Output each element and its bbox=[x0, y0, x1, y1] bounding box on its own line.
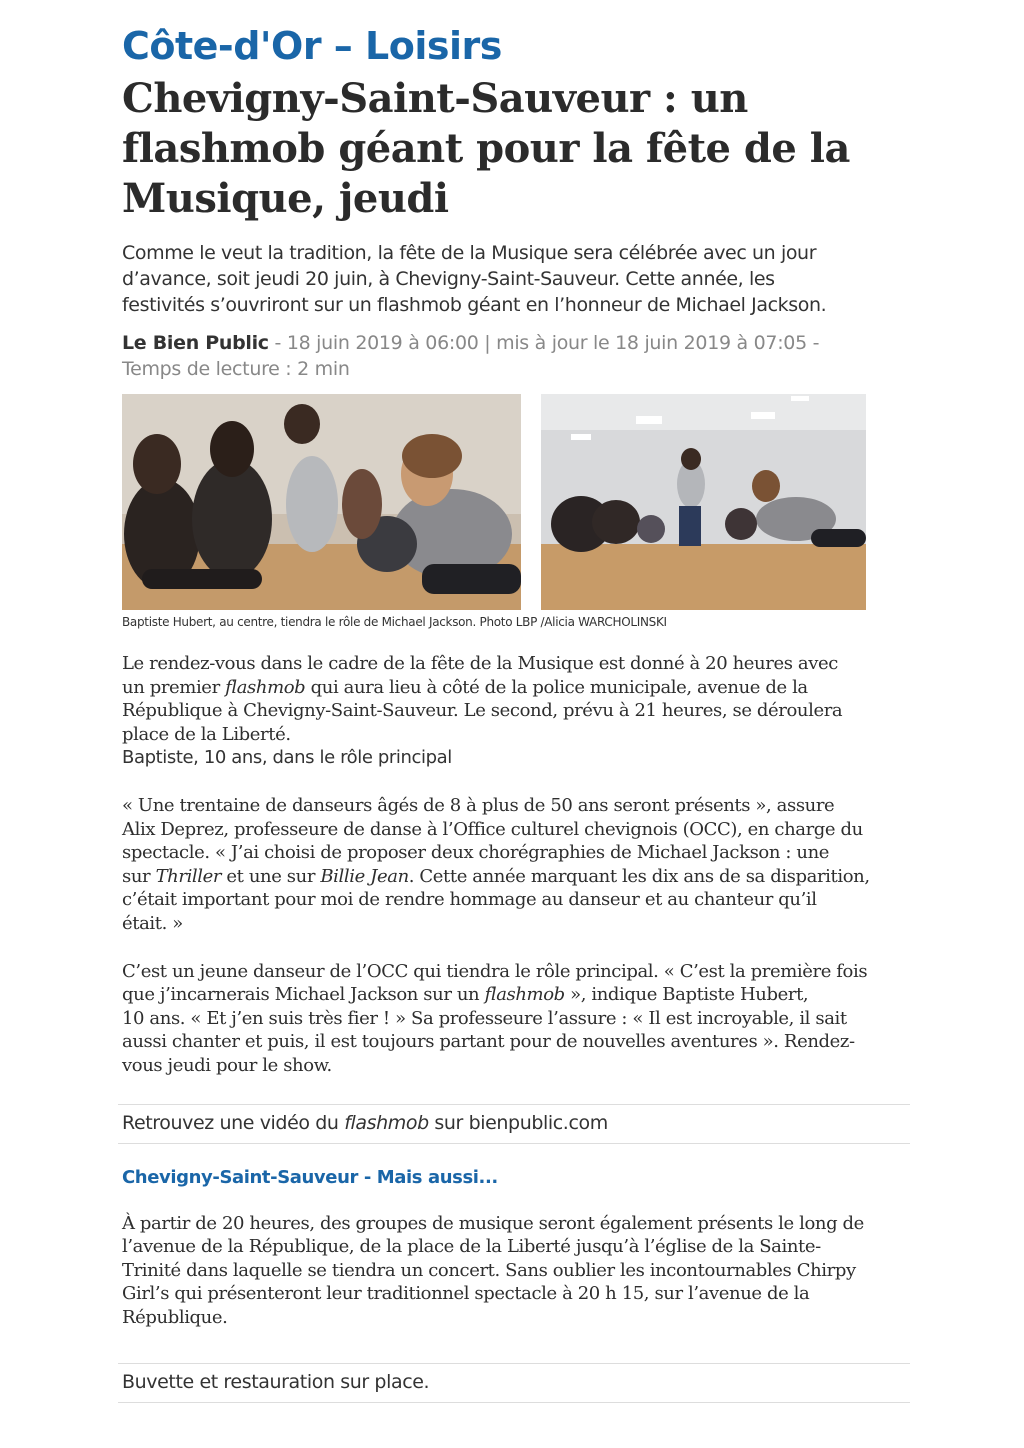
photo-gallery bbox=[122, 394, 906, 612]
text-line: Girl’s qui présenteront leur traditionnel spectacle à 20 h 15, sur l’avenue de la bbox=[122, 1283, 810, 1305]
text-line: C’est un jeune danseur de l’OCC qui tiendra le rôle principal. « C’est la première fois bbox=[122, 960, 868, 982]
text-run: sur bbox=[122, 865, 156, 887]
video-link-box[interactable] bbox=[122, 1105, 906, 1143]
dance-photo-wide[interactable] bbox=[541, 394, 866, 610]
text-run: qui aura lieu à côté de la police municipale, avenue de la bbox=[305, 676, 808, 698]
text-line: spectacle. « J’ai choisi de proposer deux chorégraphies de Michael Jackson : une bbox=[122, 842, 830, 864]
paragraph-quote bbox=[122, 794, 906, 936]
text-line bbox=[122, 676, 906, 700]
section-title[interactable]: Côte-d'Or – Loisirs bbox=[122, 24, 502, 68]
article-meta bbox=[122, 330, 906, 382]
article-subheading: Baptiste, 10 ans, dans le rôle principal bbox=[122, 747, 452, 769]
text-line: était. » bbox=[122, 912, 183, 934]
dance-photo-closeup[interactable] bbox=[122, 394, 521, 610]
publication-dates: - 18 juin 2019 à 06:00 | mis à jour le 18 juin 2019 à 07:05 - bbox=[268, 332, 820, 354]
text-line bbox=[122, 983, 906, 1007]
refreshments-note: Buvette et restauration sur place. bbox=[122, 1371, 430, 1394]
headline-line: Chevigny-Saint-Sauveur : un bbox=[122, 75, 748, 122]
text-line: À partir de 20 heures, des groupes de musique seront également présents le long de bbox=[122, 1212, 864, 1234]
photo-caption: Baptiste Hubert, au centre, tiendra le rôle de Michael Jackson. Photo LBP /Alicia WARCHOLINSKI bbox=[122, 615, 667, 629]
text-run: sur bienpublic.com bbox=[428, 1111, 608, 1134]
paragraph-intro bbox=[122, 652, 906, 746]
lead-line: festivités s’ouvriront sur un flashmob géant en l’honneur de Michael Jackson. bbox=[122, 294, 827, 316]
article-headline bbox=[122, 74, 906, 224]
text-line: place de la Liberté. bbox=[122, 723, 291, 745]
text-run: », indique Baptiste Hubert, bbox=[564, 984, 809, 1006]
text-line: c’était important pour moi de rendre hommage au danseur et au chanteur qu’il bbox=[122, 889, 817, 911]
divider bbox=[118, 1143, 910, 1144]
text-run: . Cette année marquant les dix ans de sa disparition, bbox=[408, 865, 870, 887]
text-line: République à Chevigny-Saint-Sauveur. Le second, prévu à 21 heures, se déroulera bbox=[122, 700, 843, 722]
lead-line: d’avance, soit jeudi 20 juin, à Chevigny-Saint-Sauveur. Cette année, les bbox=[122, 268, 775, 290]
text-line: Alix Deprez, professeure de danse à l’Office culturel chevignois (OCC), en charge du bbox=[122, 818, 863, 840]
text-run: et une sur bbox=[221, 865, 321, 887]
headline-line: Musique, jeudi bbox=[122, 175, 449, 222]
text-line: Trinité dans laquelle se tiendra un concert. Sans oublier les incontournables Chirpy bbox=[122, 1259, 856, 1281]
italic-term: flashmob bbox=[484, 984, 565, 1006]
text-line: vous jeudi pour le show. bbox=[122, 1054, 332, 1076]
article-page bbox=[122, 22, 906, 1403]
text-line bbox=[122, 865, 906, 889]
divider bbox=[118, 1402, 910, 1403]
text-line: 10 ans. « Et j’en suis très fier ! » Sa professeure l’assure : « Il est incroyable, il sait bbox=[122, 1007, 847, 1029]
text-run: que j’incarnerais Michael Jackson sur un bbox=[122, 984, 485, 1006]
italic-term: flashmob bbox=[344, 1111, 429, 1134]
italic-term: Billie Jean bbox=[320, 865, 409, 887]
italic-term: Thriller bbox=[155, 865, 222, 887]
aside-title[interactable]: Chevigny-Saint-Sauveur - Mais aussi... bbox=[122, 1166, 498, 1188]
article-lead bbox=[122, 240, 906, 318]
headline-line: flashmob géant pour la fête de la bbox=[122, 125, 850, 172]
text-line: Le rendez-vous dans le cadre de la fête de la Musique est donné à 20 heures avec bbox=[122, 653, 838, 674]
italic-term: flashmob bbox=[225, 676, 306, 698]
lead-line: Comme le veut la tradition, la fête de la Musique sera célébrée avec un jour bbox=[122, 242, 817, 264]
text-line: République. bbox=[122, 1306, 228, 1328]
text-run: Retrouvez une vidéo du bbox=[122, 1111, 345, 1134]
paragraph-baptiste bbox=[122, 960, 906, 1078]
source-name[interactable]: Le Bien Public bbox=[122, 332, 269, 354]
text-line: aussi chanter et puis, il est toujours partant pour de nouvelles aventures ». Rendez- bbox=[122, 1031, 855, 1053]
text-run: un premier bbox=[122, 676, 226, 698]
text-line: l’avenue de la République, de la place de la Liberté jusqu’à l’église de la Sainte- bbox=[122, 1236, 821, 1258]
text-line: « Une trentaine de danseurs âgés de 8 à plus de 50 ans seront présents », assure bbox=[122, 794, 835, 816]
aside-paragraph bbox=[122, 1212, 906, 1330]
reading-time: Temps de lecture : 2 min bbox=[122, 358, 350, 380]
